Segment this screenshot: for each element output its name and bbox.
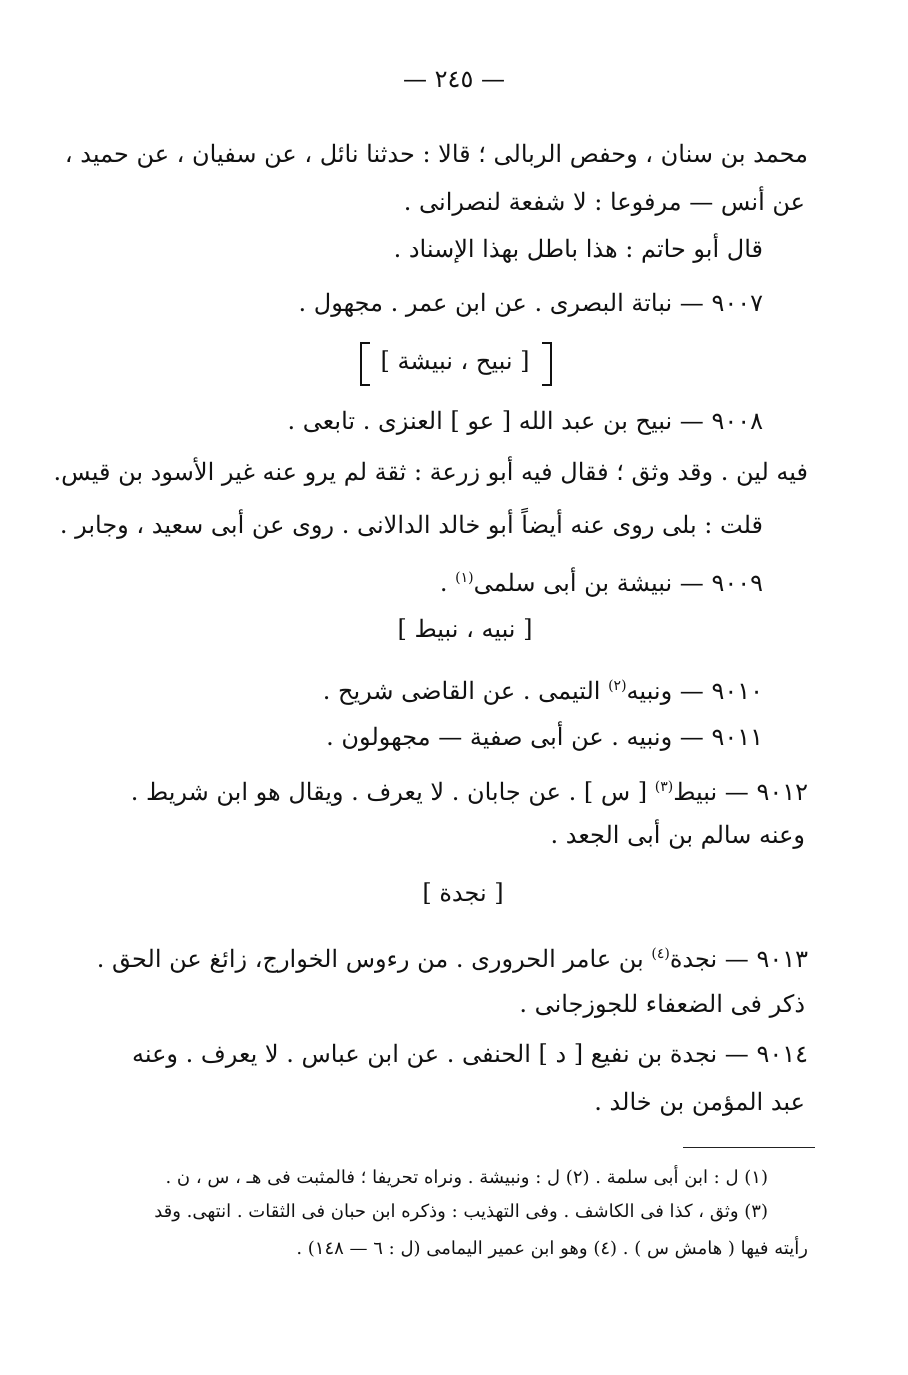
entry-9013-text: ٩٠١٣ — نجدة [669,945,808,973]
entry-9009-end: . [439,569,448,597]
entry-9010 [323,669,763,708]
body-line-9008-a: فيه لين . وقد وثق ؛ فقال فيه أبو زرعة : ثقة لم يرو عنه غير الأسود بن قيس. [53,458,808,486]
entry-9013-rest: بن عامر الحرورى . من رءوس الخوارج، زائغ عن الحق . [96,945,644,973]
section-heading-nabih-nabit: [ نبيه ، نبيط ] [397,615,533,643]
footnote-ref-4: (٤) [651,946,670,962]
body-line-9013-b: ذكر فى الضعفاء للجوزجانى . [519,990,805,1018]
entry-9008: ٩٠٠٨ — نبيح بن عبد الله [ عو ] العنزى . تابعى . [287,407,763,435]
entry-9010-rest: التيمى . عن القاضى شريح . [322,677,601,705]
entry-9007: ٩٠٠٧ — نباتة البصرى . عن ابن عمر . مجهول . [298,289,763,317]
footnote-line-3: رأيته فيها ( هامش س ) . (٤) وهو ابن عمير اليمامى (ل : ٦ — ١٤٨) . [296,1238,808,1259]
entry-9009-text: ٩٠٠٩ — نبيشة بن أبى سلمى [473,569,763,597]
footnote-ref-3: (٣) [654,779,674,795]
body-line-2: عن أنس — مرفوعا : لا شفعة لنصرانى . [403,188,805,216]
heading-bracket-right [542,342,552,386]
entry-9013 [96,937,808,976]
footnote-ref-1: (١) [455,570,474,586]
entry-9010-text: ٩٠١٠ — ونبيه [626,677,763,705]
entry-9011: ٩٠١١ — ونبيه . عن أبى صفية — مجهولون . [326,723,763,751]
footnote-line-2: (٣) وثق ، كذا فى الكاشف . وفى التهذيب : وذكره ابن حبان فى الثقات . انتهى. وقد [154,1201,768,1222]
heading-bracket-left [360,342,370,386]
page-number: — ٢٤٥ — [403,65,505,93]
section-heading-nabih: [ نبيح ، نبيشة ] [380,347,530,375]
body-line-3: قال أبو حاتم : هذا باطل بهذا الإسناد . [393,235,763,263]
entry-9012 [130,770,808,809]
section-heading-najda: [ نجدة ] [422,879,504,907]
body-line-9008-b: قلت : بلى روى عنه أيضاً أبو خالد الدالانى . روى عن أبى سعيد ، وجابر . [59,511,763,539]
entry-9009 [440,561,763,600]
footnote-line-1: (١) ل : ابن أبى سلمة . (٢) ل : ونبيشة . ونراه تحريفا ؛ فالمثبت فى هـ ، س ، ن . [165,1167,768,1188]
footnote-separator [683,1147,815,1148]
body-line-9014-b: عبد المؤمن بن خالد . [594,1088,805,1116]
entry-9012-rest: [ س ] . عن جابان . لا يعرف . ويقال هو ابن شريط . [130,778,648,806]
body-line-1: محمد بن سنان ، وحفص الربالى ؛ قالا : حدثنا نائل ، عن سفيان ، عن حميد ، [64,140,808,168]
body-line-9012-b: وعنه سالم بن أبى الجعد . [550,821,805,849]
entry-9012-text: ٩٠١٢ — نبيط [673,778,808,806]
footnote-ref-2: (٢) [608,678,627,694]
entry-9014: ٩٠١٤ — نجدة بن نفيع [ د ] الحنفى . عن ابن عباس . لا يعرف . وعنه [131,1040,808,1068]
